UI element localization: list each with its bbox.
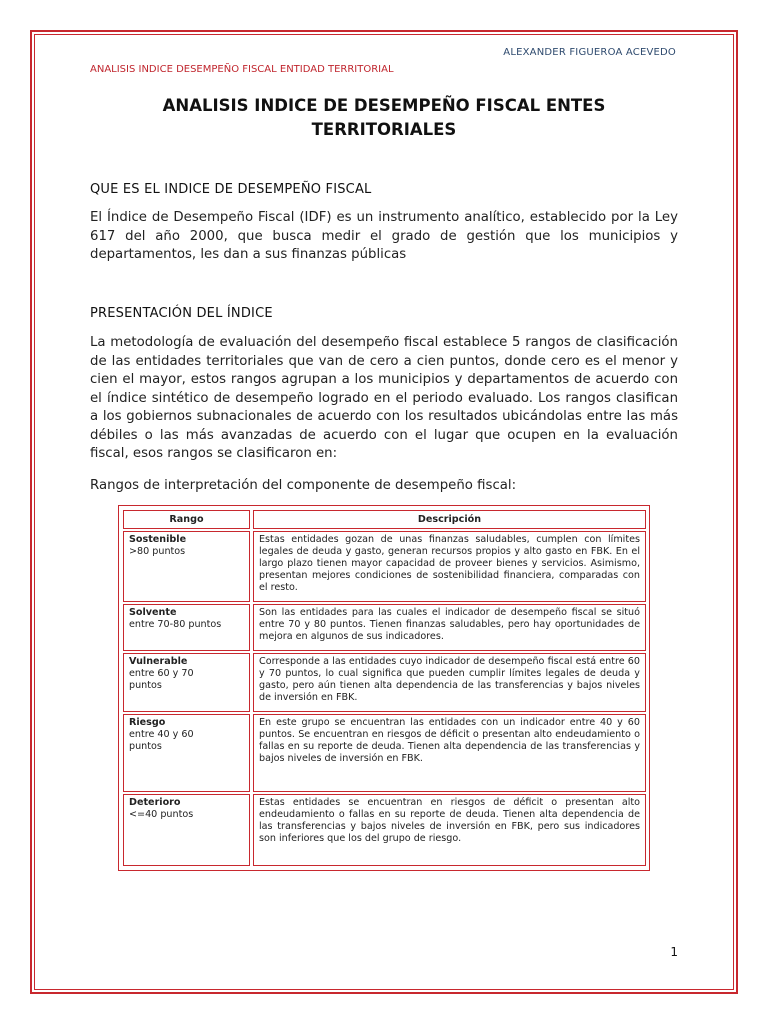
table-row-description: Son las entidades para las cuales el indicador de desempeño fiscal se situó entre 70 y 80 puntos. Tienen finanzas saludables, pero hay oportunidades de mejora en algunos de sus indicadores. bbox=[253, 604, 646, 651]
table-row-range-cell bbox=[123, 604, 250, 651]
header-document-title: ANALISIS INDICE DESEMPEÑO FISCAL ENTIDAD TERRITORIAL bbox=[90, 64, 394, 75]
table-header-descripcion: Descripción bbox=[253, 510, 646, 529]
table-row-range-cell bbox=[123, 531, 250, 602]
paragraph-table-intro: Rangos de interpretación del componente de desempeño fiscal: bbox=[90, 478, 517, 493]
section-heading-presentacion: PRESENTACIÓN DEL ÍNDICE bbox=[90, 306, 273, 321]
ranges-table bbox=[118, 505, 650, 871]
range-points: <=40 puntos bbox=[129, 809, 194, 820]
table-row-range-cell bbox=[123, 794, 250, 866]
range-points: entre 40 y 60 puntos bbox=[129, 729, 194, 752]
table-row-description: Estas entidades gozan de unas finanzas saludables, cumplen con límites legales de deuda y gasto, generan recursos propios y alto gasto en FBK. En el largo plazo tienen mayor capacidad de proveer bienes y servicios. Asimismo, presentan mejores condiciones de sostenibilidad financiera, comparadas con el resto. bbox=[253, 531, 646, 602]
range-points: >80 puntos bbox=[129, 546, 186, 557]
page-title: ANALISIS INDICE DE DESEMPEÑO FISCAL ENTES TERRITORIALES bbox=[162, 96, 606, 139]
paragraph-presentacion: La metodología de evaluación del desempeño fiscal establece 5 rangos de clasificación de las entidades territoriales que van de cero a cien puntos, donde cero es el menor y cien el mayor, estos rangos agrupan a los municipios y departamentos de acuerdo con el índice sintético de desempeño logrado en el periodo evaluado. Los rangos clasifican a los gobiernos subnacionales de acuerdo con los resultados ubicándolas entre las más débiles o las más avanzadas de acuerdo con el lugar que ocupen en la evaluación fiscal, esos rangos se clasificaron en: bbox=[90, 335, 678, 461]
range-name: Riesgo bbox=[129, 717, 166, 728]
table-row-description: En este grupo se encuentran las entidades con un indicador entre 40 y 60 puntos. Se encuentran en riesgos de déficit o presentan alto endeudamiento o fallas en su reporte de deuda. Tienen alta dependencia de las transferencias y bajos niveles de inversión en FBK. bbox=[253, 714, 646, 792]
paragraph-que-es: El Índice de Desempeño Fiscal (IDF) es un instrumento analítico, establecido por la Ley 617 del año 2000, que busca medir el grado de gestión que los municipios y departamentos, les dan a sus finanzas públicas bbox=[90, 210, 678, 262]
range-name: Sostenible bbox=[129, 534, 187, 545]
range-points: entre 70-80 puntos bbox=[129, 619, 222, 630]
header-author: ALEXANDER FIGUEROA ACEVEDO bbox=[503, 47, 676, 58]
range-name: Vulnerable bbox=[129, 656, 188, 667]
table-row-range-cell bbox=[123, 653, 250, 712]
table-row-description: Corresponde a las entidades cuyo indicador de desempeño fiscal está entre 60 y 70 puntos, lo cual significa que pueden cumplir límites legales de deuda y gasto, pero aún tienen alta dependencia de las transferencias y bajos niveles de inversión en FBK. bbox=[253, 653, 646, 712]
range-points: entre 60 y 70 puntos bbox=[129, 668, 194, 691]
section-heading-que-es: QUE ES EL INDICE DE DESEMPEÑO FISCAL bbox=[90, 182, 372, 197]
page-number: 1 bbox=[670, 945, 678, 959]
table-header-rango: Rango bbox=[123, 510, 250, 529]
table-row-description: Estas entidades se encuentran en riesgos de déficit o presentan alto endeudamiento o fallas en su reporte de deuda. Tienen alta dependencia de las transferencias y bajos niveles de inversión en FBK, pero sus indicadores son inferiores que los del grupo de riesgo. bbox=[253, 794, 646, 866]
range-name: Solvente bbox=[129, 607, 177, 618]
table-row-range-cell bbox=[123, 714, 250, 792]
range-name: Deterioro bbox=[129, 797, 181, 808]
